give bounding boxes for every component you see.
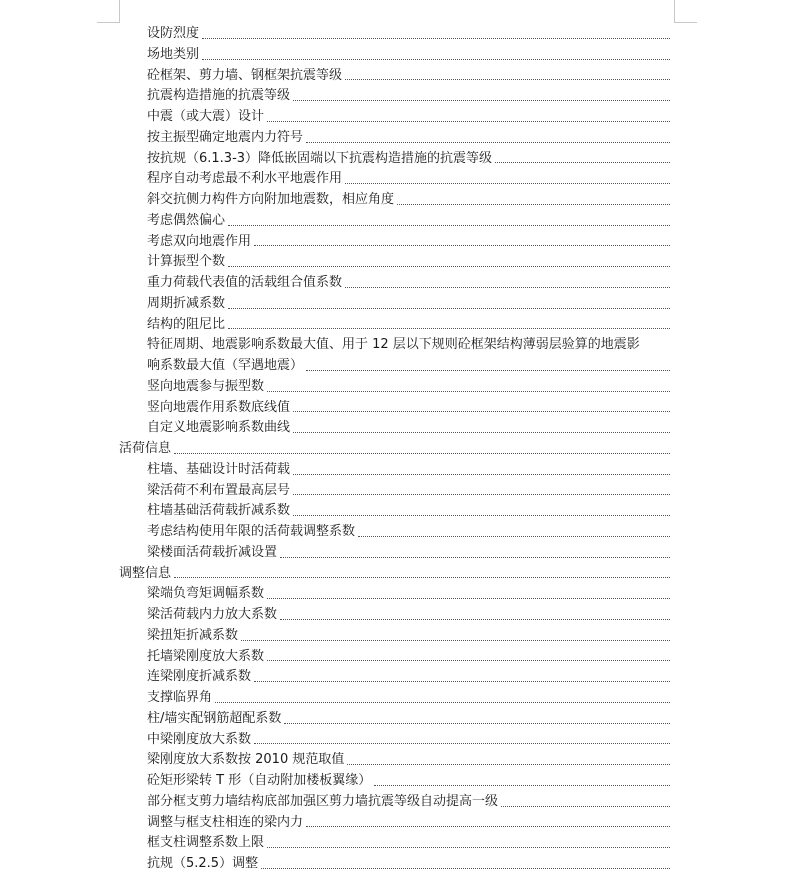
toc-entry[interactable] xyxy=(119,854,670,875)
toc-entry[interactable] xyxy=(119,294,670,315)
toc-entry[interactable] xyxy=(119,522,670,543)
toc-entry-label: 抗规（5.2.5）调整 xyxy=(147,856,259,871)
toc-entry[interactable] xyxy=(119,501,670,522)
toc-dot-leader xyxy=(174,453,670,454)
toc-dot-leader xyxy=(228,225,670,226)
toc-entry-label: 梁活荷载内力放大系数 xyxy=(147,607,278,622)
toc-section-heading[interactable] xyxy=(119,564,670,585)
toc-dot-leader xyxy=(267,121,670,122)
toc-dot-leader xyxy=(228,308,670,309)
toc-dot-leader xyxy=(267,660,670,661)
toc-entry[interactable] xyxy=(119,128,670,149)
toc-entry[interactable] xyxy=(119,543,670,564)
toc-dot-leader xyxy=(495,162,670,163)
toc-entry-label: 梁楼面活荷载折减设置 xyxy=(147,544,278,560)
toc-dot-leader xyxy=(306,370,670,371)
toc-dot-leader xyxy=(345,287,670,288)
toc-entry-label: 砼框架、剪力墙、钢框架抗震等级 xyxy=(147,67,343,83)
toc-dot-leader xyxy=(174,577,670,578)
toc-entry-label: 抗震构造措施的抗震等级 xyxy=(147,88,291,104)
toc-dot-leader xyxy=(501,806,670,807)
toc-entry-label: 框支柱调整系数上限 xyxy=(147,835,265,851)
toc-entry-label: 梁刚度放大系数按 2010 规范取值 xyxy=(147,752,345,768)
toc-entry[interactable] xyxy=(119,252,670,273)
toc-entry-label: 重力荷载代表值的活载组合值系数 xyxy=(147,275,343,290)
toc-entry[interactable] xyxy=(119,149,670,170)
toc-entry[interactable] xyxy=(119,833,670,854)
toc-dot-leader xyxy=(202,38,670,39)
table-of-contents xyxy=(119,24,670,875)
toc-entry-label: 砼矩形梁转 T 形（自动附加楼板翼缘） xyxy=(147,773,372,788)
toc-dot-leader xyxy=(267,391,670,392)
toc-entry[interactable] xyxy=(119,66,670,87)
toc-entry[interactable] xyxy=(119,377,670,398)
toc-entry[interactable] xyxy=(119,24,670,45)
toc-entry-label: 考虑偶然偏心 xyxy=(147,212,226,228)
toc-entry[interactable] xyxy=(119,169,670,190)
toc-entry[interactable] xyxy=(119,273,670,294)
toc-entry[interactable] xyxy=(119,605,670,626)
toc-entry[interactable] xyxy=(119,709,670,730)
toc-entry[interactable] xyxy=(119,418,670,439)
toc-entry-label: 竖向地震作用系数底线值 xyxy=(147,399,291,415)
toc-entry-label: 按抗规（6.1.3-3）降低嵌固端以下抗震构造措施的抗震等级 xyxy=(147,150,493,166)
toc-entry[interactable] xyxy=(119,626,670,647)
toc-entry-label: 柱墙基础活荷载折减系数 xyxy=(147,503,291,519)
toc-entry-label: 梁端负弯矩调幅系数 xyxy=(147,586,265,602)
toc-dot-leader xyxy=(261,868,670,869)
toc-dot-leader xyxy=(347,764,670,765)
toc-entry-label: 考虑双向地震作用 xyxy=(147,233,252,249)
toc-entry-label: 按主振型确定地震内力符号 xyxy=(147,129,304,145)
toc-entry[interactable] xyxy=(119,792,670,813)
toc-entry[interactable] xyxy=(119,647,670,668)
toc-entry[interactable] xyxy=(119,584,670,605)
toc-dot-leader xyxy=(228,266,670,267)
toc-dot-leader xyxy=(293,474,670,475)
toc-entry-label: 调整信息 xyxy=(119,565,172,581)
toc-dot-leader xyxy=(293,494,670,495)
toc-entry[interactable] xyxy=(119,460,670,481)
toc-dot-leader xyxy=(254,743,670,744)
toc-entry-label: 活荷信息 xyxy=(119,441,172,456)
toc-dot-leader xyxy=(293,411,670,412)
crop-mark-top-left xyxy=(97,0,120,23)
toc-dot-leader xyxy=(280,557,670,558)
toc-entry-label: 场地类别 xyxy=(147,46,200,62)
toc-dot-leader xyxy=(267,847,670,848)
toc-section-heading[interactable] xyxy=(119,439,670,460)
toc-dot-leader xyxy=(345,183,670,184)
toc-dot-leader xyxy=(254,681,670,682)
toc-entry-label: 柱墙、基础设计时活荷载 xyxy=(147,461,291,477)
toc-entry[interactable] xyxy=(119,211,670,232)
toc-entry[interactable] xyxy=(119,750,670,771)
toc-dot-leader xyxy=(374,785,670,786)
toc-entry-label: 支撑临界角 xyxy=(147,690,213,705)
toc-entry-label: 斜交抗侧力构件方向附加地震数，相应角度 xyxy=(147,192,395,207)
toc-entry-label: 考虑结构使用年限的活荷载调整系数 xyxy=(147,524,356,539)
toc-entry[interactable] xyxy=(119,86,670,107)
toc-entry-label: 中梁刚度放大系数 xyxy=(147,731,252,747)
toc-entry[interactable] xyxy=(119,813,670,834)
toc-dot-leader xyxy=(254,245,670,246)
toc-dot-leader xyxy=(267,598,670,599)
toc-entry-label: 计算振型个数 xyxy=(147,254,226,270)
toc-dot-leader xyxy=(228,328,670,329)
toc-dot-leader xyxy=(306,826,670,827)
toc-entry-label-line1: 特征周期、地震影响系数最大值、用于 12 层以下规则砼框架结构薄弱层验算的地震影 xyxy=(147,337,640,353)
toc-entry-label: 连梁刚度折减系数 xyxy=(147,669,252,685)
toc-entry[interactable] xyxy=(119,315,670,336)
toc-entry-label: 部分框支剪力墙结构底部加强区剪力墙抗震等级自动提高一级 xyxy=(147,793,499,809)
toc-dot-leader xyxy=(293,100,670,101)
toc-dot-leader xyxy=(280,619,670,620)
toc-entry-label: 柱/墙实配钢筋超配系数 xyxy=(147,710,282,726)
crop-mark-top-right xyxy=(674,0,697,23)
toc-entry-label: 托墙梁刚度放大系数 xyxy=(147,648,265,664)
toc-entry-label: 设防烈度 xyxy=(147,26,200,41)
toc-dot-leader xyxy=(345,79,670,80)
toc-entry[interactable] xyxy=(119,232,670,253)
toc-entry-label: 竖向地震参与振型数 xyxy=(147,378,265,394)
toc-entry[interactable] xyxy=(119,771,670,792)
toc-entry[interactable] xyxy=(119,398,670,419)
toc-dot-leader xyxy=(202,59,670,60)
toc-dot-leader xyxy=(293,432,670,433)
toc-entry-label: 梁扭矩折减系数 xyxy=(147,627,239,643)
toc-dot-leader xyxy=(293,515,670,516)
toc-entry[interactable] xyxy=(119,481,670,502)
toc-entry[interactable] xyxy=(119,667,670,688)
toc-entry[interactable] xyxy=(119,45,670,66)
toc-dot-leader xyxy=(215,702,670,703)
toc-entry[interactable] xyxy=(119,190,670,211)
toc-entry-label: 调整与框支柱相连的梁内力 xyxy=(147,814,304,830)
toc-entry-label: 程序自动考虑最不利水平地震作用 xyxy=(147,171,343,187)
toc-entry-label: 中震（或大震）设计 xyxy=(147,109,265,124)
toc-dot-leader xyxy=(358,536,670,537)
toc-entry-label: 自定义地震影响系数曲线 xyxy=(147,420,291,436)
toc-entry-label: 结构的阻尼比 xyxy=(147,316,226,332)
toc-dot-leader xyxy=(397,204,670,205)
toc-entry[interactable] xyxy=(119,107,670,128)
toc-dot-leader xyxy=(306,142,670,143)
toc-dot-leader xyxy=(241,640,670,641)
toc-entry-label: 梁活荷不利布置最高层号 xyxy=(147,482,291,498)
toc-entry[interactable] xyxy=(119,730,670,751)
toc-entry[interactable] xyxy=(119,688,670,709)
toc-entry-wrapped[interactable] xyxy=(119,335,670,377)
toc-dot-leader xyxy=(284,723,670,724)
toc-entry-label: 周期折减系数 xyxy=(147,295,226,311)
toc-entry-label-line2: 响系数最大值（罕遇地震） xyxy=(147,358,304,373)
